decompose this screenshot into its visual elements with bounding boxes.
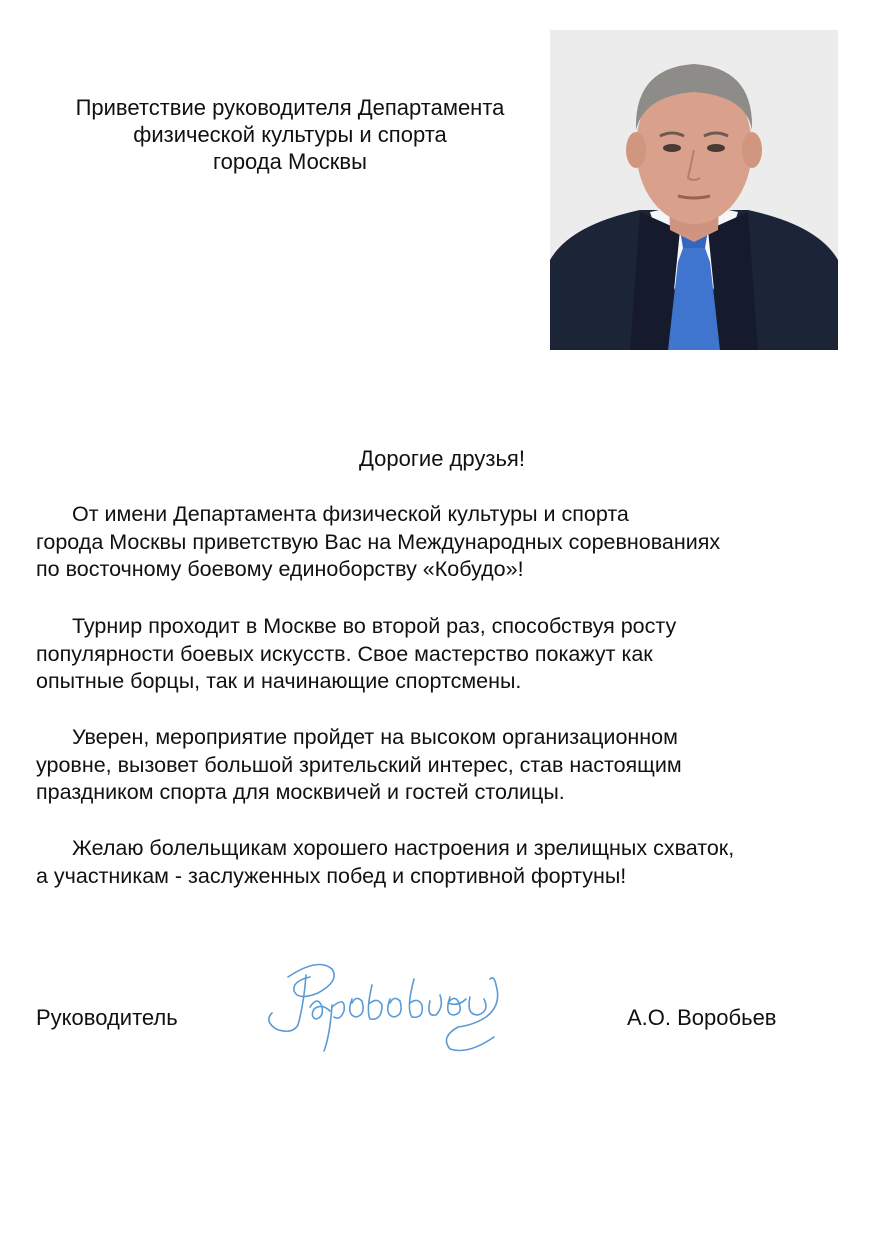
letter-paragraph bbox=[36, 613, 846, 696]
paragraph-line: праздником спорта для москвичей и гостей столицы. bbox=[36, 780, 565, 804]
heading-line: города Москвы bbox=[213, 149, 367, 174]
signatory-title: Руководитель bbox=[36, 1005, 178, 1030]
paragraph-line: От имени Департамента физической культуры и спорта bbox=[72, 502, 629, 526]
paragraph-line: опытные борцы, так и начинающие спортсмены. bbox=[36, 669, 522, 693]
letter-paragraph bbox=[36, 724, 846, 807]
paragraph-line: популярности боевых искусств. Свое мастерство покажут как bbox=[36, 641, 653, 666]
portrait-image bbox=[550, 30, 838, 350]
letter-paragraph bbox=[36, 835, 846, 890]
salutation: Дорогие друзья! bbox=[359, 446, 525, 471]
handwritten-signature bbox=[258, 955, 538, 1060]
official-portrait-photo bbox=[550, 30, 838, 350]
greeting-heading bbox=[30, 94, 550, 175]
signatory-name: А.О. Воробьев bbox=[627, 1005, 777, 1030]
heading-line: физической культуры и спорта bbox=[133, 122, 447, 147]
paragraph-line: уровне, вызовет большой зрительский интерес, став настоящим bbox=[36, 752, 682, 777]
paragraph-line: Уверен, мероприятие пройдет на высоком организационном bbox=[72, 725, 678, 749]
paragraph-line: города Москвы приветствую Вас на Международных соревнованиях bbox=[36, 529, 721, 554]
heading-line: Приветствие руководителя Департамента bbox=[75, 95, 505, 120]
paragraph-line: а участникам - заслуженных побед и спортивной фортуны! bbox=[36, 863, 627, 888]
paragraph-line: Турнир проходит в Москве во второй раз, способствуя росту bbox=[72, 614, 677, 638]
letter-paragraph bbox=[36, 501, 846, 584]
paragraph-line: Желаю болельщикам хорошего настроения и зрелищных схваток, bbox=[72, 836, 735, 860]
paragraph-line: по восточному боевому единоборству «Кобудо»! bbox=[36, 557, 524, 581]
